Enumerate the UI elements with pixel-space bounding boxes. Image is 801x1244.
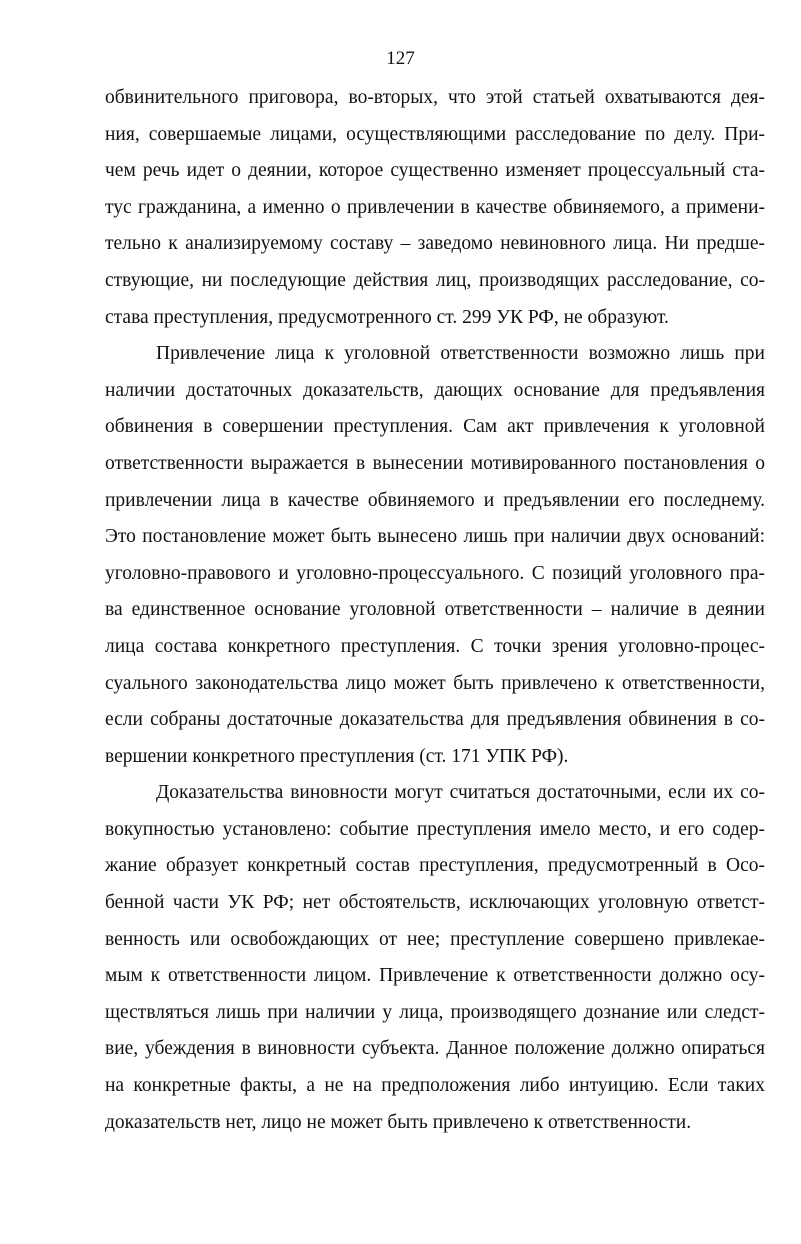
text-line: привлечении лица в качестве обвиняемого и предъявлении его последнему. (105, 489, 765, 511)
text-line: вокупностью установлено: событие преступления имело место, и его содер- (105, 818, 765, 840)
text-line: Это постановление может быть вынесено лишь при наличии двух оснований: (105, 526, 765, 548)
text-line: суального законодательства лицо может быть привлечено к ответственности, (105, 672, 765, 694)
paragraph-1 (105, 80, 765, 336)
text-line: тельно к анализируемому составу – заведомо невиновного лица. Ни предше- (105, 233, 765, 255)
text-line: если собраны достаточные доказательства для предъявления обвинения в со- (105, 709, 765, 731)
text-line: ствующие, ни последующие действия лиц, производящих расследование, со- (105, 269, 765, 291)
text-line: жание образует конкретный состав преступления, предусмотренный в Осо- (105, 855, 765, 877)
paragraph-3 (105, 775, 765, 1141)
text-line: Привлечение лица к уголовной ответственности возможно лишь при (156, 343, 765, 365)
text-line: доказательств нет, лицо не может быть привлечено к ответственности. (105, 1111, 692, 1133)
text-line: Доказательства виновности могут считаться достаточными, если их со- (156, 782, 765, 804)
text-line: вершении конкретного преступления (ст. 171 УПК РФ). (105, 745, 569, 767)
page-number: 127 (386, 48, 415, 69)
text-line: тус гражданина, а именно о привлечении в качестве обвиняемого, а примени- (105, 196, 765, 218)
text-line: вие, убеждения в виновности субъекта. Данное положение должно опираться (105, 1038, 765, 1060)
text-line: уголовно-правового и уголовно-процессуального. С позиций уголовного пра- (105, 562, 765, 584)
text-line: ния, совершаемые лицами, осуществляющими расследование по делу. При- (105, 123, 765, 145)
body-text (105, 80, 765, 1141)
text-line: обвинительного приговора, во-вторых, что этой статьей охватываются дея- (105, 87, 765, 108)
text-line: наличии достаточных доказательств, дающих основание для предъявления (105, 379, 765, 401)
text-line: лица состава конкретного преступления. С точки зрения уголовно-процес- (105, 635, 765, 657)
text-line: венность или освобождающих от нее; преступление совершено привлекае- (105, 928, 765, 950)
text-line: ществляться лишь при наличии у лица, производящего дознание или следст- (105, 1001, 765, 1023)
text-line: ответственности выражается в вынесении мотивированного постановления о (105, 452, 765, 474)
text-line: става преступления, предусмотренного ст. 299 УК РФ, не образуют. (105, 306, 669, 328)
text-line: на конкретные факты, а не на предположения либо интуицию. Если таких (105, 1075, 765, 1097)
text-line: бенной части УК РФ; нет обстоятельств, исключающих уголовную ответст- (105, 892, 765, 914)
text-line: мым к ответственности лицом. Привлечение к ответственности должно осу- (105, 965, 765, 987)
text-line: обвинения в совершении преступления. Сам акт привлечения к уголовной (105, 416, 765, 438)
text-line: чем речь идет о деянии, которое существенно изменяет процессуальный ста- (105, 160, 765, 182)
text-line: ва единственное основание уголовной ответственности – наличие в деянии (105, 599, 765, 621)
paragraph-2 (105, 336, 765, 775)
